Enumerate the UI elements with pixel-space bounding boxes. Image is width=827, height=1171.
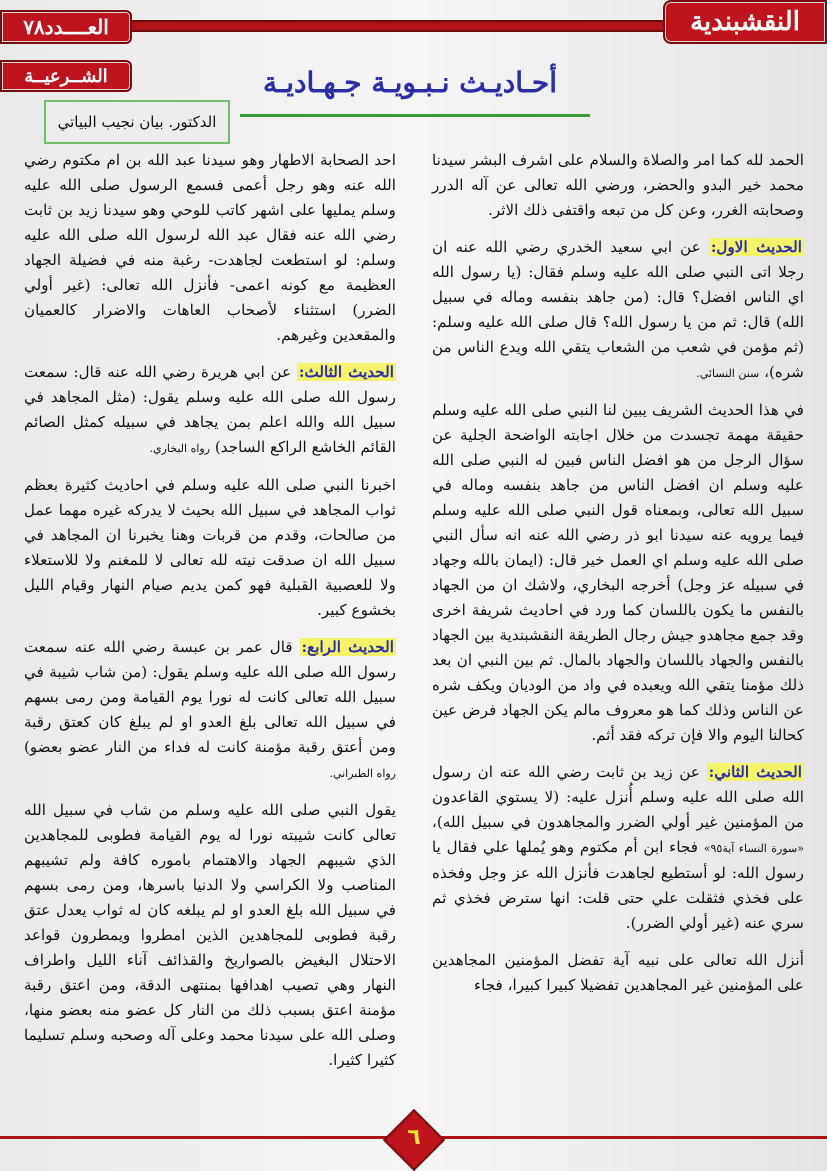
magazine-logo: النقشبندية	[663, 0, 827, 44]
hadith-2-text: عن زيد بن ثابت رضي الله عنه ان رسول الله صلى الله عليه وسلم أُنزل عليه: (لا يستوي القاعدون من المؤمنين غير أولي الضرر والمجاهدون في سبيل الله)،	[432, 763, 804, 831]
hadith-3-text: عن ابي هريرة رضي الله عنه قال: سمعت رسول الله صلى الله عليه وسلم يقول: (مثل المجاهد في سبيل الله والله اعلم بمن يجاهد في سبيله كمثل الصائم القائم الخاشع الراكع الساجد)	[24, 363, 396, 456]
intro-paragraph: الحمد لله كما امر والصلاة والسلام على اشرف البشر سيدنا محمد خير البدو والحضر، ورضي الله تعالى عن آله الدرر وصحابته الغرر، وعن كل من تبعه واقتفى ذلك الاثر.	[432, 151, 804, 219]
commentary-paragraph: في هذا الحديث الشريف يبين لنا النبي صلى الله عليه وسلم حقيقة مهمة تجسدت من خلال اجابته الواضحة الجلية عن سؤال الرجل من هو افضل الناس فبين له النبي صلى الله عليه وسلم ان افضل الناس من جاهد بنفسه وماله في سبيل الله تعالى، وبمعناه قول النبي صلى الله عليه وسلم فيما يرويه عنه سيدنا ابو ذر رضي الله عنه انه سأل النبي صلى الله عليه وسلم اي العمل خير قال: (ايمان بالله وجهاد في سبيله عز وجل) أخرجه البخاري، ولاشك ان من الجهاد بالنفس ما يكون باللسان كما ورد في احاديث شريفة اخرى وقد جمع مجاهدو جيش رجال الطريقة النقشبندية بين الجهاد بالنفس والجهاد باللسان والجهاد بالمال. ثم بين النبي ان بعد ذلك مؤمنا يتقي الله ويعبده في واد من الوديان ويكف شره عن الناس وذلك كما هو معروف مالم يكن الجهاد فرض عين كحالنا اليوم والا فإن تركه فقد أثم.	[432, 401, 804, 744]
article-title: أحـاديـث نـبـويـة جـهـاديـة	[262, 66, 558, 99]
hadith-4-text: قال عمر بن عبسة رضي الله عنه سمعت رسول الله صلى الله عليه وسلم يقول: (من شاب شيبة في سبيل الله تعالى كانت له نورا يوم القيامة ومن رمى بسهم في سبيل الله تعالى بلغ العدو او لم يبلغ كان كعتق رقبة ومن أعتق رقبة مؤمنة كانت له فداء من النار عضو بعضو)	[24, 638, 396, 756]
hadith-2-text-cont: فجاء ابن أم مكتوم وهو يُملها علي فقال يا رسول الله: لو أستطيع لجاهدت فأنزل الله عز وجل وفخذه على فخذي فثقلت علي حتى قلت: انها سترض فخذي ثم سري عنه (غير أولي الضرر).	[432, 838, 804, 932]
closing-paragraph: أنزل الله تعالى على نبيه آية تفضل المؤمنين المجاهدين على المؤمنين غير المجاهدين تفضيلا كبيرا كبيرا، فجاء	[432, 951, 804, 994]
hadith-1-text: عن ابي سعيد الخدري رضي الله عنه ان رجلا اتى النبي صلى الله عليه وسلم فقال: (يا رسول الله اي الناس افضل؟ قال: (من جاهد بنفسه وماله في سبيل الله) قال: ثم من يا رسول الله؟ قال صلى الله عليه وسلم: (ثم مؤمن في شعب من الشعاب يتقي الله ويدع الناس من شره)،	[432, 238, 804, 381]
right-column	[432, 148, 804, 1010]
hadith-4	[24, 635, 396, 786]
hadith-3-label: الحديث الثالث:	[298, 363, 394, 381]
hadith-1-label: الحديث الاول:	[710, 238, 802, 256]
hadith-1	[432, 235, 804, 386]
hadith-2	[432, 760, 804, 936]
title-underline	[240, 114, 590, 117]
hadith-2-ref: «سورة النساء آية٩٥»	[703, 842, 804, 855]
author-box: الدكتور. بيان نجيب البياتي	[44, 100, 230, 144]
issue-number-tag: العــــدد٧٨	[0, 10, 132, 44]
page-number: ٦	[407, 1125, 421, 1150]
hadith-3	[24, 360, 396, 461]
final-paragraph: يقول النبي صلى الله عليه وسلم من شاب في سبيل الله تعالى كانت شيبته نورا له يوم القيامة فطوبى للمجاهدين الذي شيبهم الجهاد والاهتمام باموره كافة ولم تشيبهم المناصب ولا الكراسي ولا الدنيا باسرها، ومن رمى بسهم في سبيل الله بلغ العدو او لم يبلغه كان له ثواب يعدل عتق رقبة فطوبى للمجاهدين الذين امطروا ويمطرون قواعد الاحتلال البغيض بالصواريخ والقذائف آناء الليل واطراف النهار وهي تصيب اهدافها بمنتهى الدقة، ومن اعتق رقبة مؤمنة اعتق بسبب ذلك من النار كل عضو منه بعضو منها، وصلى الله على سيدنا محمد وعلى آله وصحبه وسلم تسليما كثيرا كثيرا.	[24, 801, 396, 1069]
hadith-4-label: الحديث الرابع:	[301, 638, 394, 656]
hadith-2-label: الحديث الثاني:	[708, 763, 802, 781]
continuation-paragraph: احد الصحابة الاطهار وهو سيدنا عبد الله بن ام مكتوم رضي الله عنه وهو رجل أعمى فسمع الرسول صلى الله عليه وسلم يمليها على اشهر كاتب للوحي وهو سيدنا زيد بن ثابت رضي الله عنه فقال عبد الله لرسول الله صلى الله عليه وسلم: لو استطعت لجاهدت- رغبة منه في فضيلة الجهاد العظيمة مع كونه اعمى- فأنزل الله تعالى: (غير أولي الضرر) استثناء لأصحاب العاهات والاضرار كالعميان والمقعدين وغيرهم.	[24, 151, 396, 344]
paragraph-3: اخبرنا النبي صلى الله عليه وسلم في احاديث كثيرة بعظم ثواب المجاهد في سبيل الله بحيث لا يدركه غيره مهما عمل من صالحات، وقدم من قربات وهنا يخبرنا ان المجاهد في سبيل الله ان صدقت نيته لله تعالى لا للمغنم ولا للاستعلاء ولا للعصبية القبلية فهو كمن يديم صيام النهار وقيام الليل بخشوع كبير.	[24, 476, 396, 619]
section-tag: الشــرعيــة	[0, 60, 132, 92]
hadith-3-source: رواه البخاري.	[149, 442, 211, 455]
left-column	[24, 148, 396, 1085]
hadith-4-source: رواه الطبراني.	[329, 767, 396, 780]
hadith-1-source: سنن النسائي.	[696, 367, 760, 380]
